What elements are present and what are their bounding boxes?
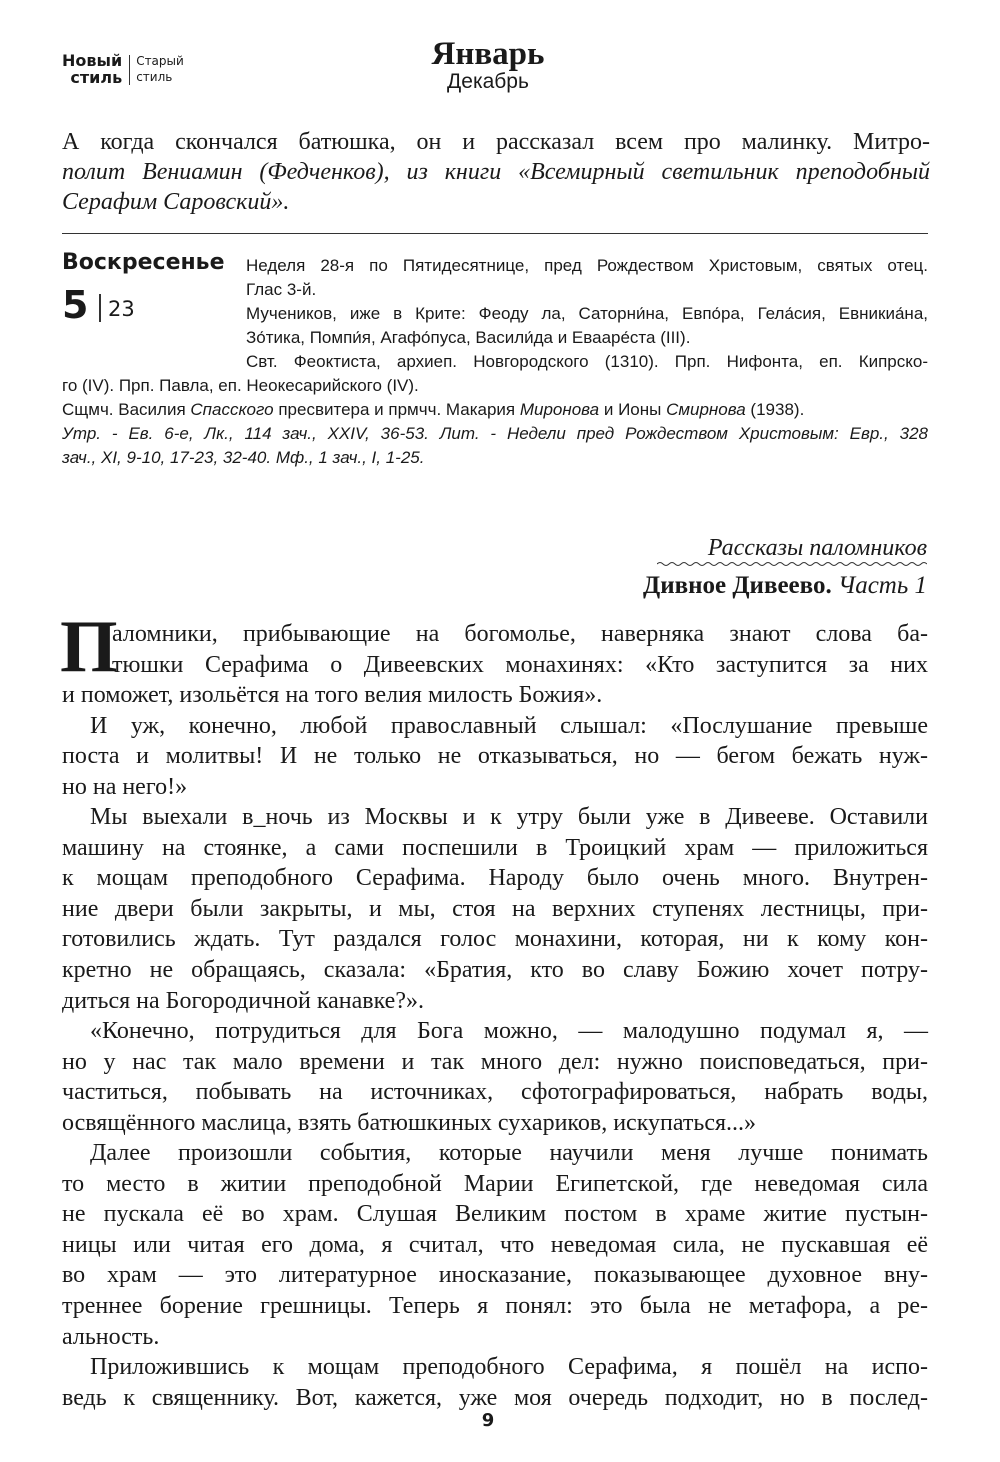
story-line: кретно не обращаясь, сказала: «Братия, кто во славу Божию хочет потру-	[62, 957, 928, 984]
story-line: аломники, прибывающие на богомолье, наверняка знают слова ба-	[112, 621, 928, 647]
story-line: Приложившись к мощам преподобного Серафима, я пошёл на испо-	[90, 1354, 928, 1381]
old-style-label: Старый стиль	[136, 54, 184, 84]
intro-line: А когда скончался батюшка, он и рассказал всем про малинку. Митро-	[62, 129, 930, 155]
story-line: и поможет, изольётся на того велия милость Божия».	[62, 682, 603, 709]
story-line: И уж, конечно, любой православный слышал: «Послушание превыше	[90, 712, 928, 739]
story-line: ведь к священнику. Вот, кажется, уже моя очередь подходит, но в послед-	[62, 1384, 928, 1411]
section-rubric: Рассказы паломников	[707, 535, 927, 561]
story-line: но на него!»	[62, 773, 188, 800]
story-line: готовились ждать. Тут раздался голос монахини, которая, ни к кому кон-	[62, 926, 928, 953]
story-line: «Конечно, потрудиться для Бога можно, — малодушно подумал я, —	[90, 1018, 928, 1045]
date-new-style: 5	[62, 283, 89, 327]
weekday-label: Воскресенье	[62, 250, 225, 275]
calendar-line: го (IV). Прп. Павла, еп. Неокесарийского (IV).	[62, 376, 419, 395]
month-new-style: Январь	[431, 36, 545, 72]
story-line: к мощам преподобного Серафима. Народу было очень много. Внутрен-	[62, 865, 928, 892]
calendar-line: Глас 3-й.	[246, 280, 317, 299]
intro-line: полит Вениамин (Федченков), из книги «Всемирный светильник преподобный	[62, 159, 930, 185]
rubric-wavy-underline	[657, 561, 927, 567]
story-line: машину на стоянке, а сами поспешили в Троицкий храм — приложиться	[62, 834, 928, 861]
calendar-line: Свт. Феоктиста, архиеп. Новгородского (1310). Прп. Нифонта, еп. Кипрско-	[246, 352, 928, 371]
story-line: Далее произошли события, которые научили меня лучше понимать	[90, 1140, 928, 1167]
story-line: ние двери были закрыты, и мы, стоя на верхних ступенях лестницы, при-	[62, 895, 928, 922]
story-line: диться на Богородичной канавке?».	[62, 987, 424, 1014]
story-text	[62, 619, 928, 1413]
story-line: поста и молитвы! И не только не отказываться, но — бегом бежать нуж-	[62, 743, 928, 770]
readings-line: Утр. - Ев. 6-е, Лк., 114 зач., XXIV, 36-53. Лит. - Недели пред Рождеством Христовым: Евр., 328	[62, 424, 928, 443]
page-number: 9	[481, 1410, 495, 1431]
story-line: но у нас так мало времени и так много дел: нужно поисповедаться, при-	[62, 1048, 928, 1075]
intro-paragraph	[62, 127, 930, 217]
section-divider	[62, 233, 928, 234]
story-line: альность.	[62, 1323, 160, 1350]
story-line: ницы или читая его дома, я считал, что неведомая сила, не пускавшая её	[62, 1231, 928, 1258]
story-line: то место в житии преподобной Марии Египетской, где неведомая сила	[62, 1170, 928, 1197]
date-old-style: 23	[108, 297, 135, 321]
story-line: во храм — это литературное иносказание, показывающее духовное вну-	[62, 1262, 928, 1289]
calendar-line: Зо́тика, Помпи́я, Агафо́пуса, Васили́да и Евааре́ста (III).	[246, 328, 691, 347]
calendar-line: Мучеников, иже в Крите: Феоду ла, Саторни́на, Евпо́ра, Гела́сия, Евникиа́на,	[246, 304, 928, 323]
new-style-label: Новый стиль	[62, 51, 123, 87]
story-line: тюшки Серафима о Дивеевских монахинях: «Кто заступится за них	[112, 651, 928, 678]
drop-cap: П	[60, 606, 118, 688]
readings-line: зач., XI, 9-10, 17-23, 32-40. Мф., 1 зач., I, 1-25.	[62, 448, 425, 467]
story-line: освящённого маслица, взять батюшкиных сухариков, искупаться...»	[62, 1109, 757, 1136]
calendar-line: Неделя 28-я по Пятидесятнице, пред Рождеством Христовым, святых отец.	[246, 256, 928, 275]
story-line: частиться, побывать на источниках, сфотографироваться, набрать воды,	[62, 1079, 928, 1106]
day-commemorations	[62, 254, 928, 470]
story-line: Мы выехали в_ночь из Москвы и к утру были уже в Дивееве. Оставили	[90, 804, 928, 831]
story-title: Дивное Дивеево. Часть 1	[643, 572, 927, 599]
new-martyrs-line: Сщмч. Василия Спасского пресвитера и прмчч. Макария Миронова и Ионы Смирнова (1938).	[62, 400, 805, 419]
month-old-style: Декабрь	[447, 70, 529, 93]
intro-line: Серафим Саровский».	[62, 189, 290, 215]
story-line: не пускала её во храм. Слушая Великим постом в храме житие пустын-	[62, 1201, 928, 1228]
story-line: треннее борение грешницы. Теперь я понял: это была не метафора, а ре-	[62, 1293, 928, 1320]
